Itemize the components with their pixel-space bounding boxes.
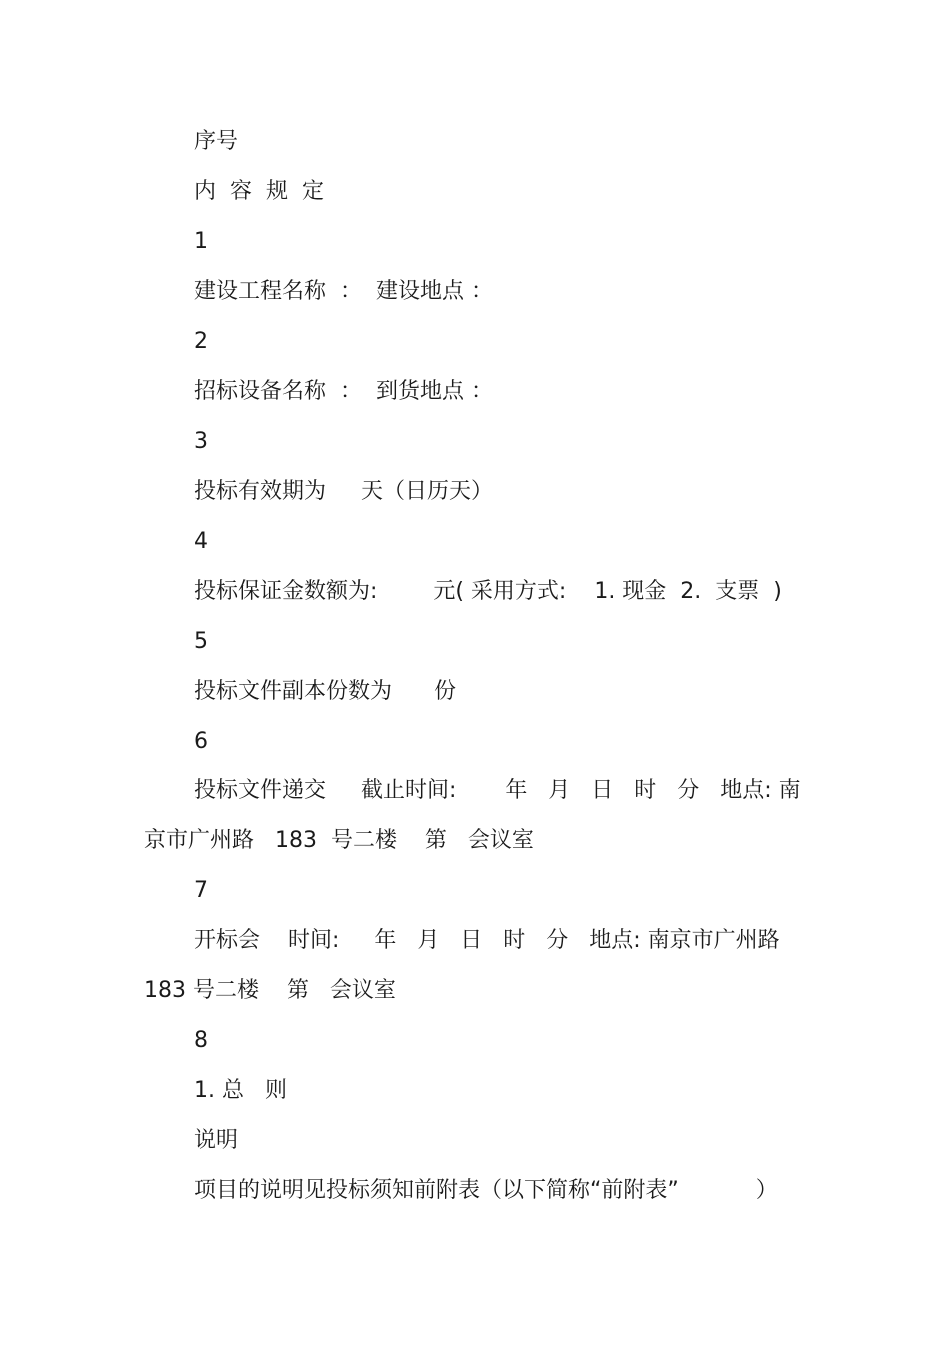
item-text-7-continued: 183 号二楼 第 会议室: [144, 978, 396, 1003]
table-header-content: 内 容 规 定: [194, 179, 324, 204]
body-paragraph: 项目的说明见投标须知前附表（以下简称“前附表” ）: [194, 1178, 778, 1203]
item-text-4: 投标保证金数额为: 元( 采用方式: 1. 现金 2. 支票 ): [194, 579, 782, 604]
item-number-1: 1: [194, 229, 208, 254]
item-text-3: 投标有效期为 天（日历天）: [194, 479, 493, 504]
item-text-6: 投标文件递交 截止时间: 年 月 日 时 分 地点: 南: [194, 778, 801, 803]
item-text-1: 建设工程名称 ： 建设地点 ：: [194, 279, 493, 304]
item-number-8: 8: [194, 1028, 208, 1053]
table-header-number: 序号: [194, 129, 239, 154]
item-text-5: 投标文件副本份数为 份: [194, 679, 456, 704]
item-number-6: 6: [194, 729, 208, 754]
item-number-7: 7: [194, 878, 208, 903]
item-number-5: 5: [194, 629, 208, 654]
item-number-2: 2: [194, 329, 208, 354]
item-number-4: 4: [194, 529, 208, 554]
item-number-3: 3: [194, 429, 208, 454]
subsection-heading: 说明: [194, 1128, 239, 1153]
section-heading: 1. 总 则: [194, 1078, 287, 1103]
item-text-2: 招标设备名称 ： 到货地点 ：: [194, 379, 493, 404]
item-text-6-continued: 京市广州路 183 号二楼 第 会议室: [144, 828, 534, 853]
item-text-7: 开标会 时间: 年 月 日 时 分 地点: 南京市广州路: [194, 928, 780, 953]
